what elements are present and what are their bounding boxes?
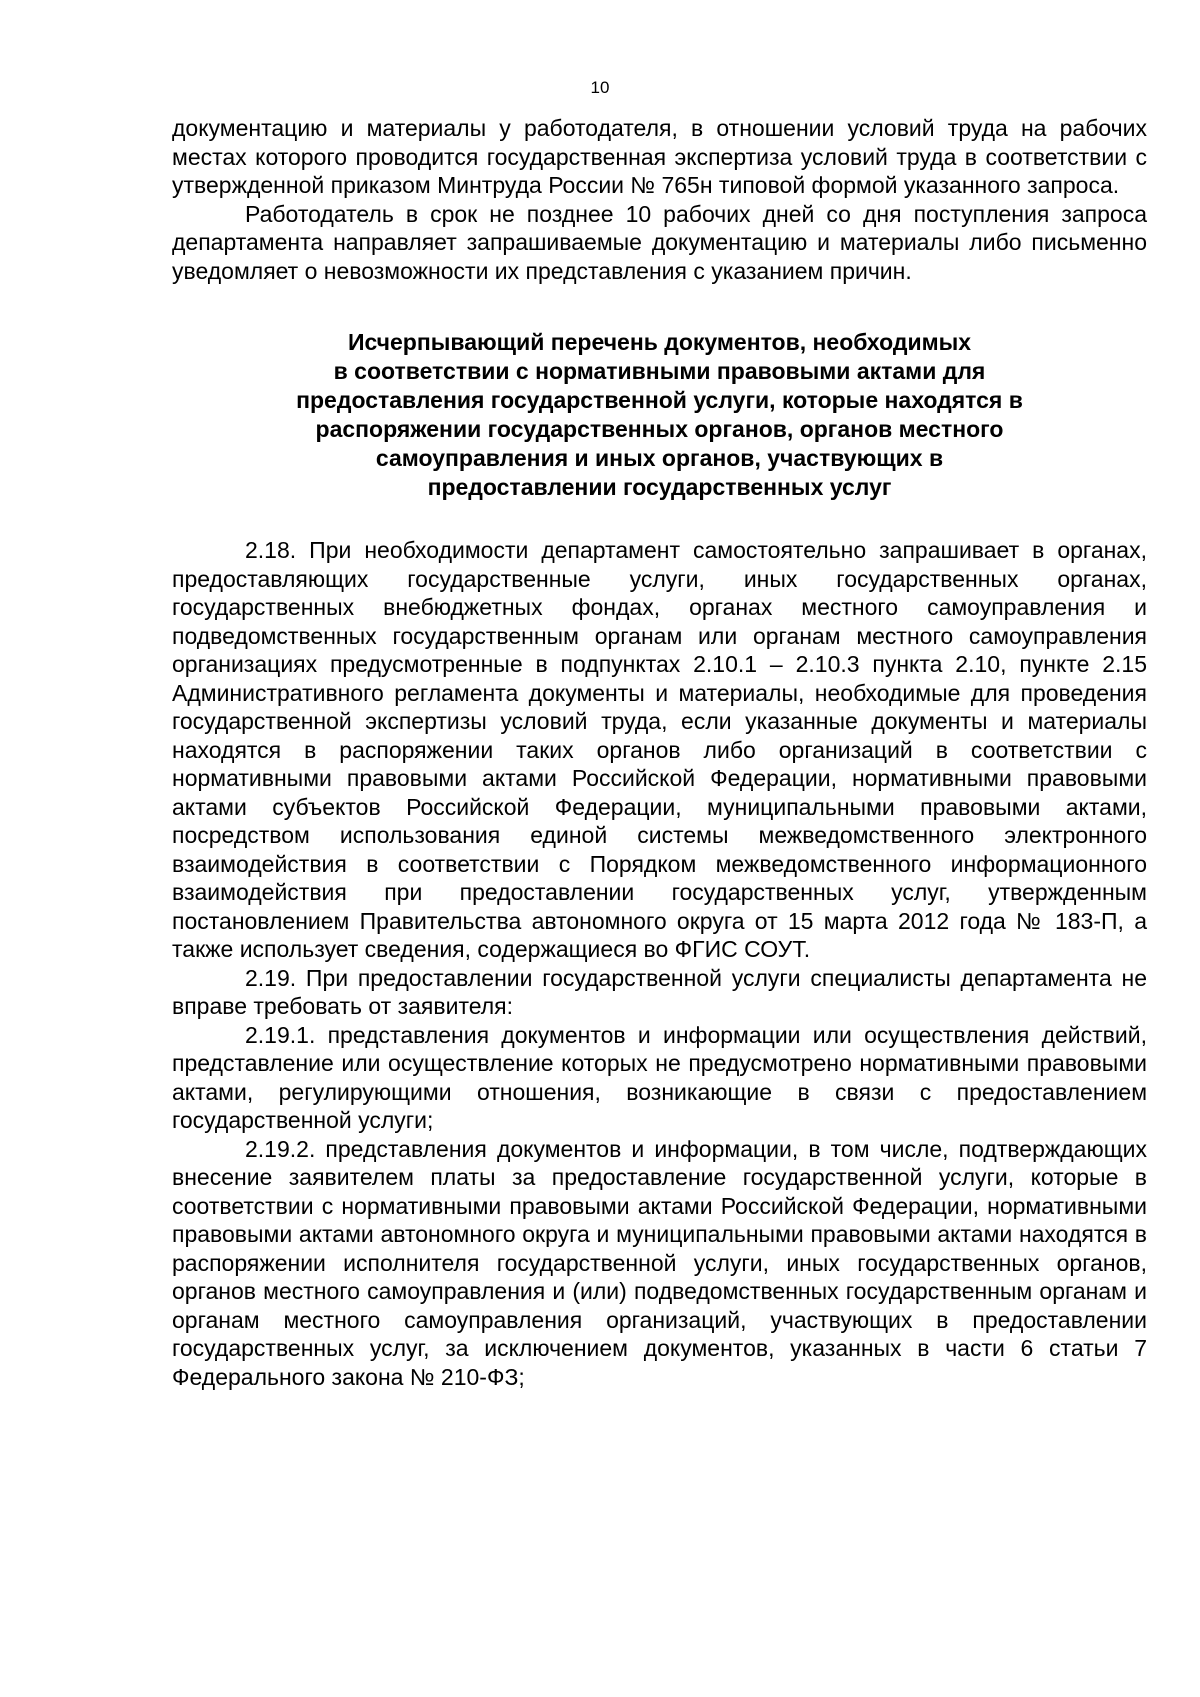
heading-line: предоставления государственной услуги, которые находятся в [296,387,1023,413]
paragraph-2-19-2: 2.19.2. представления документов и информации, в том числе, подтверждающих внесение заявителем платы за предоставление государственной услуги, которые в соответствии с нормативными правовыми актами Российской Федерации, нормативными правовыми актами автономного округа и муниципальными правовыми актами находятся в распоряжении исполнителя государственной услуги, иных государственных органов, органов местного самоуправления и (или) подведомственных государственным органам и органам местного самоуправления организаций, участвующих в предоставлении государственных услуг, за исключением документов, указанных в части 6 статьи 7 Федерального закона № 210-ФЗ; [172,1135,1147,1390]
paragraph-employer-deadline: Работодатель в срок не позднее 10 рабочих дней со дня поступления запроса департамента направляет запрашиваемые документацию и материалы либо письменно уведомляет о невозможности их представления с указанием причин. [172,200,1147,284]
section-heading [172,328,1147,502]
heading-line: в соответствии с нормативными правовыми актами для [333,358,986,384]
paragraph-2-19: 2.19. При предоставлении государственной услуги специалисты департамента не вправе требовать от заявителя: [172,964,1147,1019]
paragraph-2-19-1: 2.19.1. представления документов и информации или осуществления действий, представление или осуществление которых не предусмотрено нормативными правовыми актами, регулирующими отношения, возникающие в связи с предоставлением государственной услуги; [172,1021,1147,1133]
document-body [172,114,1147,1391]
heading-line: распоряжении государственных органов, органов местного [315,416,1004,442]
paragraph-2-18: 2.18. При необходимости департамент самостоятельно запрашивает в органах, предоставляющих государственные услуги, иных государственных органах, государственных внебюджетных фондах, органах местного самоуправления и подведомственных государственным органам или органам местного самоуправления организациях предусмотренные в подпунктах 2.10.1 – 2.10.3 пункта 2.10, пункте 2.15 Административного регламента документы и материалы, необходимые для проведения государственной экспертизы условий труда, если указанные документы и материалы находятся в распоряжении таких органов либо организаций в соответствии с нормативными правовыми актами Российской Федерации, нормативными правовыми актами субъектов Российской Федерации, муниципальными правовыми актами, посредством использования единой системы межведомственного электронного взаимодействия в соответствии с Порядком межведомственного информационного взаимодействия при предоставлении государственных услуг, утвержденным постановлением Правительства автономного округа от 15 марта 2012 года № 183-П, а также использует сведения, содержащиеся во ФГИС СОУТ. [172,537,1147,962]
heading-line: самоуправления и иных органов, участвующих в [375,445,944,471]
heading-line: предоставлении государственных услуг [427,474,892,500]
heading-line: Исчерпывающий перечень документов, необходимых [347,329,972,355]
page-number: 10 [590,78,610,97]
paragraph-continuation: документацию и материалы у работодателя, в отношении условий труда на рабочих местах которого проводится государственная экспертиза условий труда в соответствии с утвержденной приказом Минтруда России № 765н типовой формой указанного запроса. [172,115,1147,198]
